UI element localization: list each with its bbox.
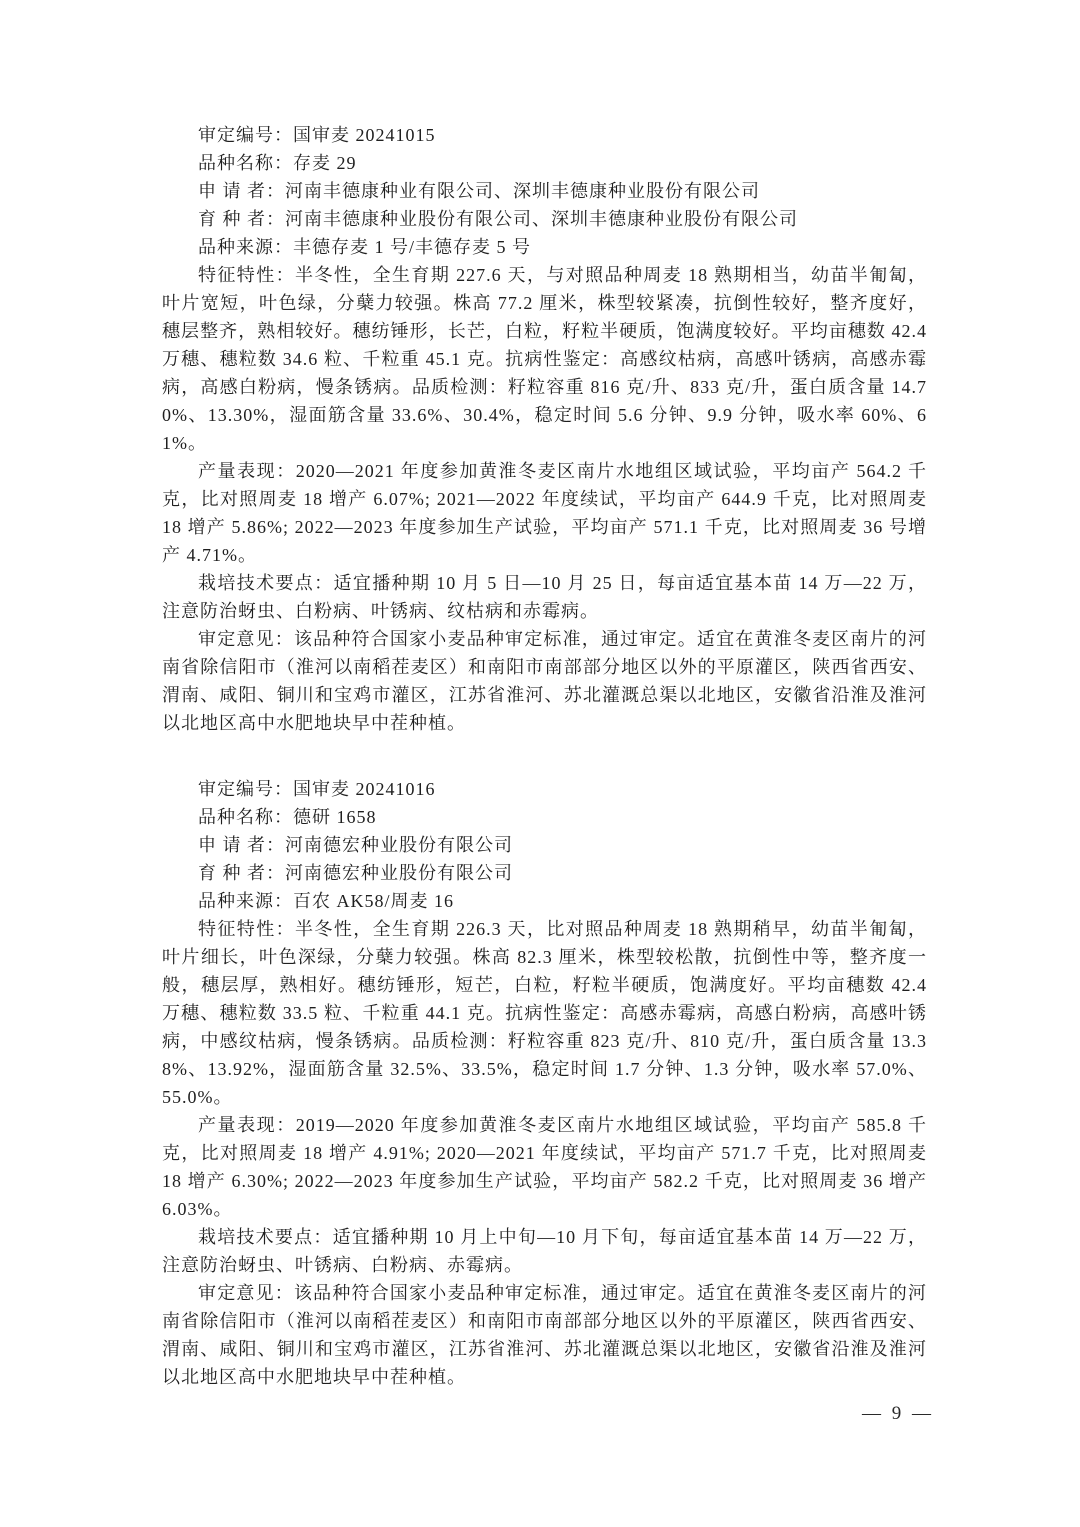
variety-entry-20241015 (162, 121, 927, 737)
field-variety-name: 品种名称：存麦 29 (198, 153, 357, 173)
field-variety-origin: 品种来源：丰德存麦 1 号/丰德存麦 5 号 (198, 237, 531, 257)
paragraph-cultivation-points: 栽培技术要点：适宜播种期 10 月 5 日—10 月 25 日，每亩适宜基本苗 14 万—22 万，注意防治蚜虫、白粉病、叶锈病、纹枯病和赤霉病。 (162, 573, 927, 621)
paragraph-certification-opinion: 审定意见：该品种符合国家小麦品种审定标准，通过审定。适宜在黄淮冬麦区南片的河南省除信阳市（淮河以南稻茬麦区）和南阳市南部部分地区以外的平原灌区，陕西省西安、渭南、咸阳、铜川和宝鸡市灌区，江苏省淮河、苏北灌溉总渠以北地区，安徽省沿淮及淮河以北地区高中水肥地块早中茬种植。 (162, 629, 927, 733)
field-variety-origin: 品种来源：百农 AK58/周麦 16 (198, 891, 454, 911)
paragraph-yield-performance: 产量表现：2020—2021 年度参加黄淮冬麦区南片水地组区域试验，平均亩产 564.2 千克，比对照周麦 18 增产 6.07%; 2021—2022 年度续试，平均亩产 644.9 千克，比对照周麦 18 增产 5.86%; 2022—2023 年度参加生产试验，平均亩产 571.1 千克，比对照周麦 36 号增产 4.71%。 (162, 461, 927, 565)
paragraph-characteristics: 特征特性：半冬性，全生育期 226.3 天，比对照品种周麦 18 熟期稍早，幼苗半匍匐，叶片细长，叶色深绿，分蘖力较强。株高 82.3 厘米，株型较松散，抗倒性中等，整齐度一般，穗层厚，熟相好。穗纺锤形，短芒，白粒，籽粒半硬质，饱满度好。平均亩穗数 42.4 万穗、穗粒数 33.5 粒、千粒重 44.1 克。抗病性鉴定：高感赤霉病，高感白粉病，高感叶锈病，中感纹枯病，慢条锈病。品质检测：籽粒容重 823 克/升、810 克/升，蛋白质含量 13.38%、13.92%，湿面筋含量 32.5%、33.5%，稳定时间 1.7 分钟、1.3 分钟，吸水率 57.0%、55.0%。 (162, 919, 927, 1107)
field-certification-number: 审定编号：国审麦 20241016 (198, 779, 436, 799)
field-applicant: 申 请 者：河南丰德康种业有限公司、深圳丰德康种业股份有限公司 (198, 181, 760, 201)
page-content (162, 121, 927, 1391)
paragraph-cultivation-points: 栽培技术要点：适宜播种期 10 月上中旬—10 月下旬，每亩适宜基本苗 14 万—22 万，注意防治蚜虫、叶锈病、白粉病、赤霉病。 (162, 1227, 927, 1275)
field-variety-name: 品种名称：德研 1658 (198, 807, 377, 827)
field-breeder: 育 种 者：河南德宏种业股份有限公司 (198, 863, 513, 883)
paragraph-certification-opinion: 审定意见：该品种符合国家小麦品种审定标准，通过审定。适宜在黄淮冬麦区南片的河南省除信阳市（淮河以南稻茬麦区）和南阳市南部部分地区以外的平原灌区，陕西省西安、渭南、咸阳、铜川和宝鸡市灌区，江苏省淮河、苏北灌溉总渠以北地区，安徽省沿淮及淮河以北地区高中水肥地块早中茬种植。 (162, 1283, 927, 1387)
field-breeder: 育 种 者：河南丰德康种业股份有限公司、深圳丰德康种业股份有限公司 (198, 209, 798, 229)
paragraph-characteristics: 特征特性：半冬性，全生育期 227.6 天，与对照品种周麦 18 熟期相当，幼苗半匍匐，叶片宽短，叶色绿，分蘖力较强。株高 77.2 厘米，株型较紧凑，抗倒性较好，整齐度好，穗层整齐，熟相较好。穗纺锤形，长芒，白粒，籽粒半硬质，饱满度较好。平均亩穗数 42.4 万穗、穗粒数 34.6 粒、千粒重 45.1 克。抗病性鉴定：高感纹枯病，高感叶锈病，高感赤霉病，高感白粉病，慢条锈病。品质检测：籽粒容重 816 克/升、833 克/升，蛋白质含量 14.70%、13.30%，湿面筋含量 33.6%、30.4%，稳定时间 5.6 分钟、9.9 分钟，吸水率 60%、61%。 (162, 265, 927, 453)
field-certification-number: 审定编号：国审麦 20241015 (198, 125, 436, 145)
field-applicant: 申 请 者：河南德宏种业股份有限公司 (198, 835, 513, 855)
variety-entry-20241016 (162, 775, 927, 1391)
page-number: — 9 — (862, 1403, 934, 1424)
paragraph-yield-performance: 产量表现：2019—2020 年度参加黄淮冬麦区南片水地组区域试验，平均亩产 585.8 千克，比对照周麦 18 增产 4.91%; 2020—2021 年度续试，平均亩产 571.7 千克，比对照周麦 18 增产 6.30%; 2022—2023 年度参加生产试验，平均亩产 582.2 千克，比对照周麦 36 增产 6.03%。 (162, 1115, 927, 1219)
